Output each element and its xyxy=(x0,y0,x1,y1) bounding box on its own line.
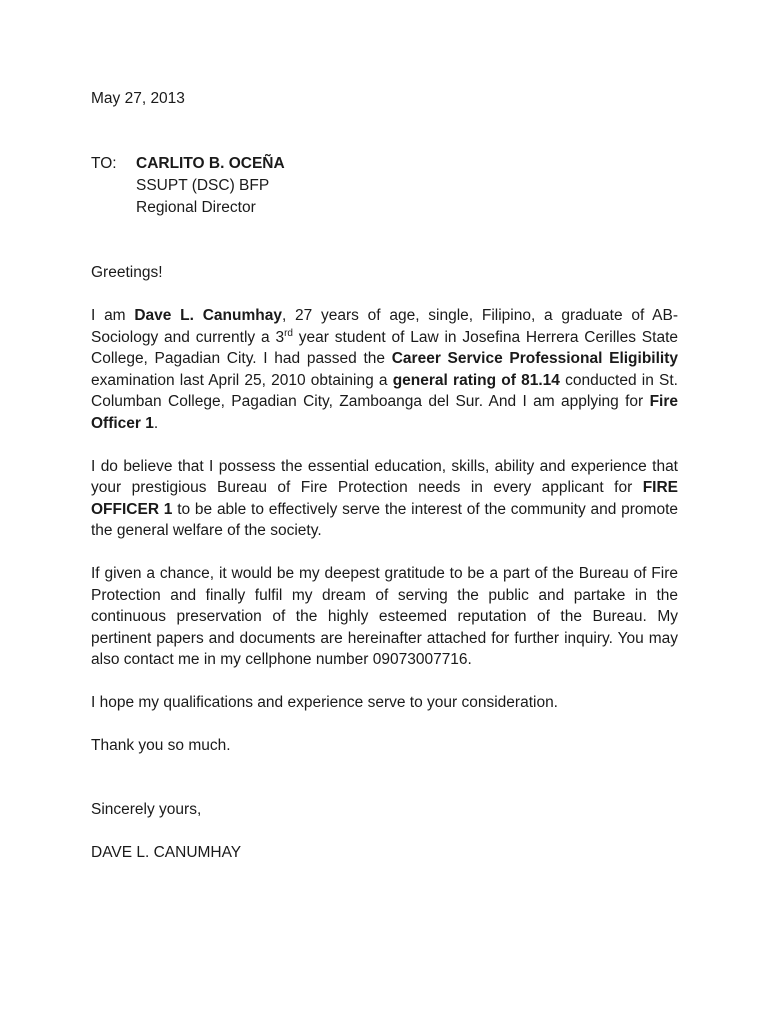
paragraph-aspiration: If given a chance, it would be my deepest gratitude to be a part of the Bureau of Fire Protection and finally fulfil my dream of serving the public and partake in the continuous preservation of the highly esteemed reputation of the Bureau. My pertinent papers and documents are hereinafter attached for further inquiry. You may also contact me in my cellphone number 09073007716. xyxy=(91,564,678,669)
recipient-title: Regional Director xyxy=(136,199,256,216)
text-run: to be able to effectively serve the interest of the community and promote the general welfare of the society. xyxy=(91,500,679,540)
paragraph-qualifications xyxy=(91,456,678,542)
text-run: I do believe that I possess the essential education, skills, ability and experience that your prestigious Bureau of Fire Protection needs in every applicant for xyxy=(91,457,678,497)
text-run: examination last April 25, 2010 obtaining a xyxy=(91,371,393,389)
applicant-name: Dave L. Canumhay xyxy=(134,307,282,324)
text-run: , 27 years of age, single, Filipino, a graduate of AB-Sociology and currently a 3 xyxy=(91,307,679,346)
complimentary-close: Sincerely yours, xyxy=(91,801,202,819)
eligibility-name: Career Service Professional Eligibility xyxy=(391,350,678,368)
text-run: year student of Law in Josefina Herrera Cerilles State College, Pagadian City. I had passed the xyxy=(91,328,678,368)
text-run: conducted in St. Columban College, Pagadian City, Zamboanga del Sur. And I am applying for xyxy=(91,371,678,411)
letter-date: May 27, 2013 xyxy=(91,90,185,107)
recipient-rank: SSUPT (DSC) BFP xyxy=(136,177,270,194)
recipient-lines xyxy=(136,153,285,219)
position-applied: Fire Officer 1 xyxy=(91,393,678,432)
text-run: I am xyxy=(91,307,135,324)
to-label: TO: xyxy=(91,155,117,172)
general-rating: general rating of 81.14 xyxy=(392,371,560,389)
letter-body xyxy=(91,88,678,864)
position-applied-caps: FIRE OFFICER 1 xyxy=(91,479,678,518)
greeting: Greetings! xyxy=(91,264,163,281)
paragraph-thanks: Thank you so much. xyxy=(91,736,231,754)
paragraph-introduction xyxy=(91,305,678,435)
recipient-name: CARLITO B. OCEÑA xyxy=(136,155,285,172)
paragraph-consideration: I hope my qualifications and experience serve to your consideration. xyxy=(91,693,558,711)
signature-name: DAVE L. CANUMHAY xyxy=(91,844,242,862)
recipient-block xyxy=(91,153,678,219)
text-run: . xyxy=(153,414,159,432)
ordinal-suffix: rd xyxy=(284,327,293,339)
